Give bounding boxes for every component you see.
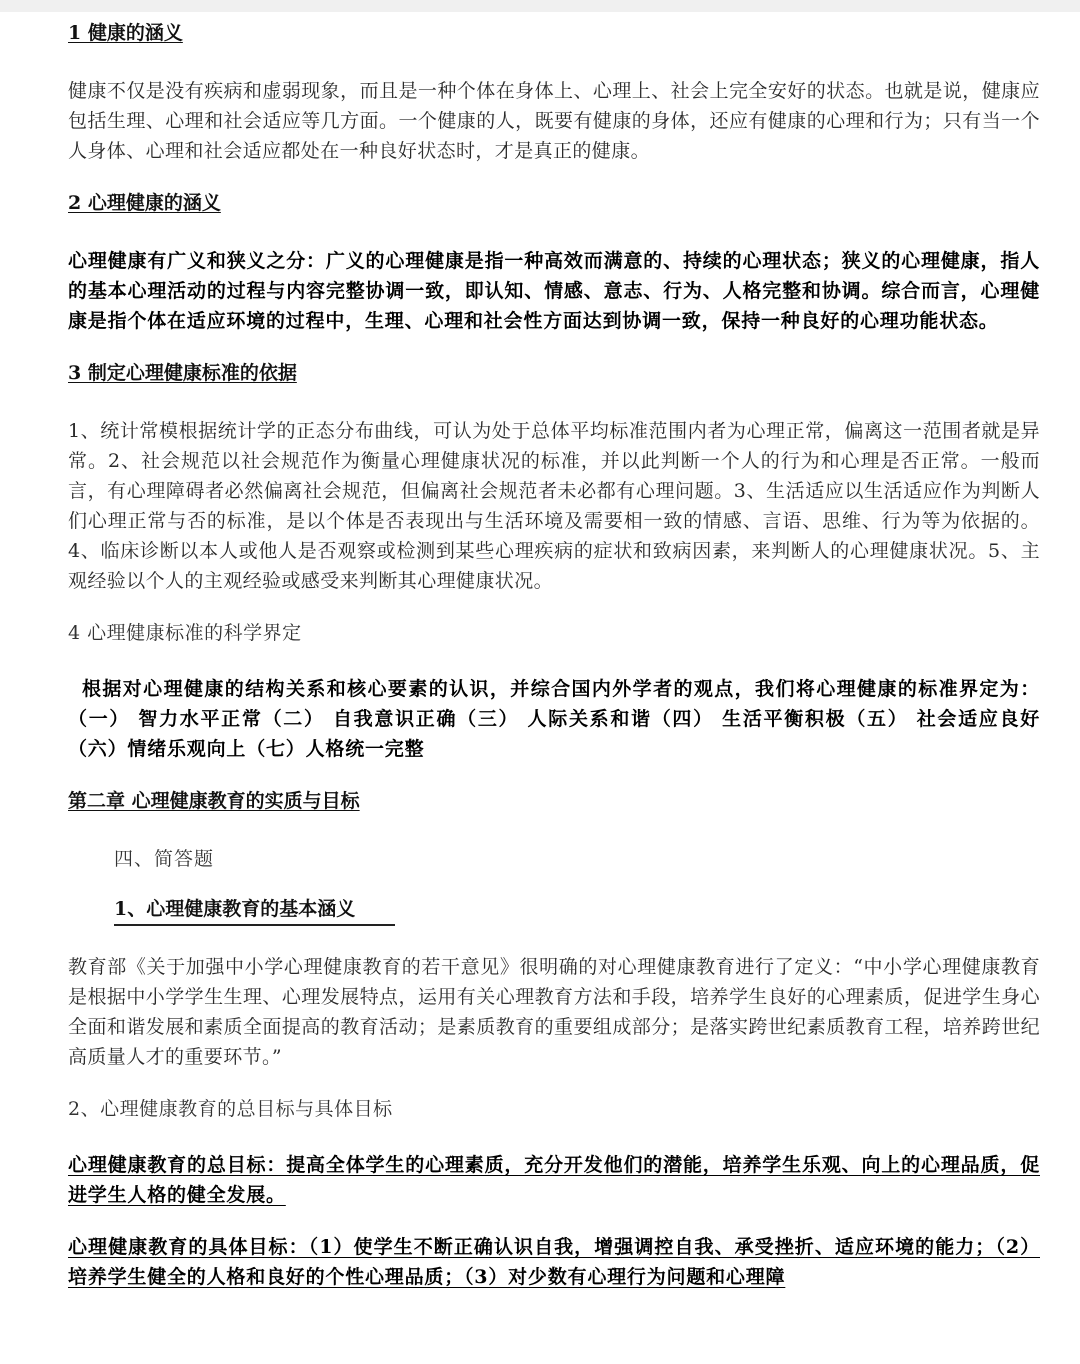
section-3-text: 1、统计常模根据统计学的正态分布曲线，可认为处于总体平均标准范围内者为心理正常，偏离这一范围者就是异常。2、社会规范以社会规范作为衡量心理健康状况的标准，并以此判断一个人的行为和心理是否正常。一般而言，有心理障碍者必然偏离社会规范，但偏离社会规范者未必都有心理问题。3、生活适应以生活适应作为判断人们心理正常与否的标准，是以个体是否表现出与生活环境及需要相一致的情感、言语、思维、行为等为依据的。4、临床诊断以本人或他人是否观察或检测到某些心理疾病的症状和致病因素，来判断人的心理健康状况。5、主观经验以个人的主观经验或感受来判断其心理健康状况。 — [68, 420, 1040, 592]
short-answer-label: 四、简答题 — [114, 848, 215, 870]
q2-specific-goal: 心理健康教育的具体目标：（1）使学生不断正确认识自我，增强调控自我、承受挫折、适应环境的能力；（2）培养学生健全的人格和良好的个性心理品质；（3）对少数有心理行为问题和心理障 — [68, 1236, 1040, 1288]
q2-general-goal: 心理健康教育的总目标：提高全体学生的心理素质，充分开发他们的潜能，培养学生乐观、向上的心理品质，促进学生人格的健全发展。 — [68, 1154, 1040, 1206]
section-2-text: 心理健康有广义和狭义之分：广义的心理健康是指一种高效而满意的、持续的心理状态；狭义的心理健康，指人的基本心理活动的过程与内容完整协调一致，即认知、情感、意志、行为、人格完整和协调。综合而言，心理健康是指个体在适应环境的过程中，生理、心理和社会性方面达到协调一致，保持一种良好的心理功能状态。 — [68, 250, 1040, 332]
q1-text: 教育部《关于加强中小学心理健康教育的若干意见》很明确的对心理健康教育进行了定义：“中小学心理健康教育是根据中小学学生生理、心理发展特点，运用有关心理教育方法和手段，培养学生良好的心理素质，促进学生身心全面和谐发展和素质全面提高的教育活动；是素质教育的重要组成部分；是落实跨世纪素质教育工程，培养跨世纪高质量人才的重要环节。” — [68, 956, 1040, 1068]
q1-heading-wrap — [68, 894, 1040, 952]
section-1-text: 健康不仅是没有疾病和虚弱现象，而且是一种个体在身体上、心理上、社会上完全安好的状态。也就是说，健康应包括生理、心理和社会适应等几方面。一个健康的人，既要有健康的身体，还应有健康的心理和行为；只有当一个人身体、心理和社会适应都处在一种良好状态时，才是真正的健康。 — [68, 80, 1040, 162]
section-4-heading: 4 心理健康标准的科学界定 — [68, 622, 302, 644]
top-edge-bar — [0, 0, 1080, 12]
section-3-heading: 3 制定心理健康标准的依据 — [68, 362, 297, 384]
chapter-2-heading: 第二章 心理健康教育的实质与目标 — [68, 790, 360, 812]
document-page — [68, 18, 1040, 1314]
q2-heading: 2、心理健康教育的总目标与具体目标 — [68, 1098, 393, 1120]
q1-heading: 1、心理健康教育的基本涵义 — [114, 894, 395, 926]
section-1-heading: 1 健康的涵义 — [68, 22, 183, 44]
section-2-heading: 2 心理健康的涵义 — [68, 192, 221, 214]
section-4-text: 根据对心理健康的结构关系和核心要素的认识，并综合国内外学者的观点，我们将心理健康的标准界定为：（一） 智力水平正常（二） 自我意识正确（三） 人际关系和谐（四） 生活平衡积极（五） 社会适应良好（六）情绪乐观向上（七）人格统一完整 — [68, 678, 1040, 760]
